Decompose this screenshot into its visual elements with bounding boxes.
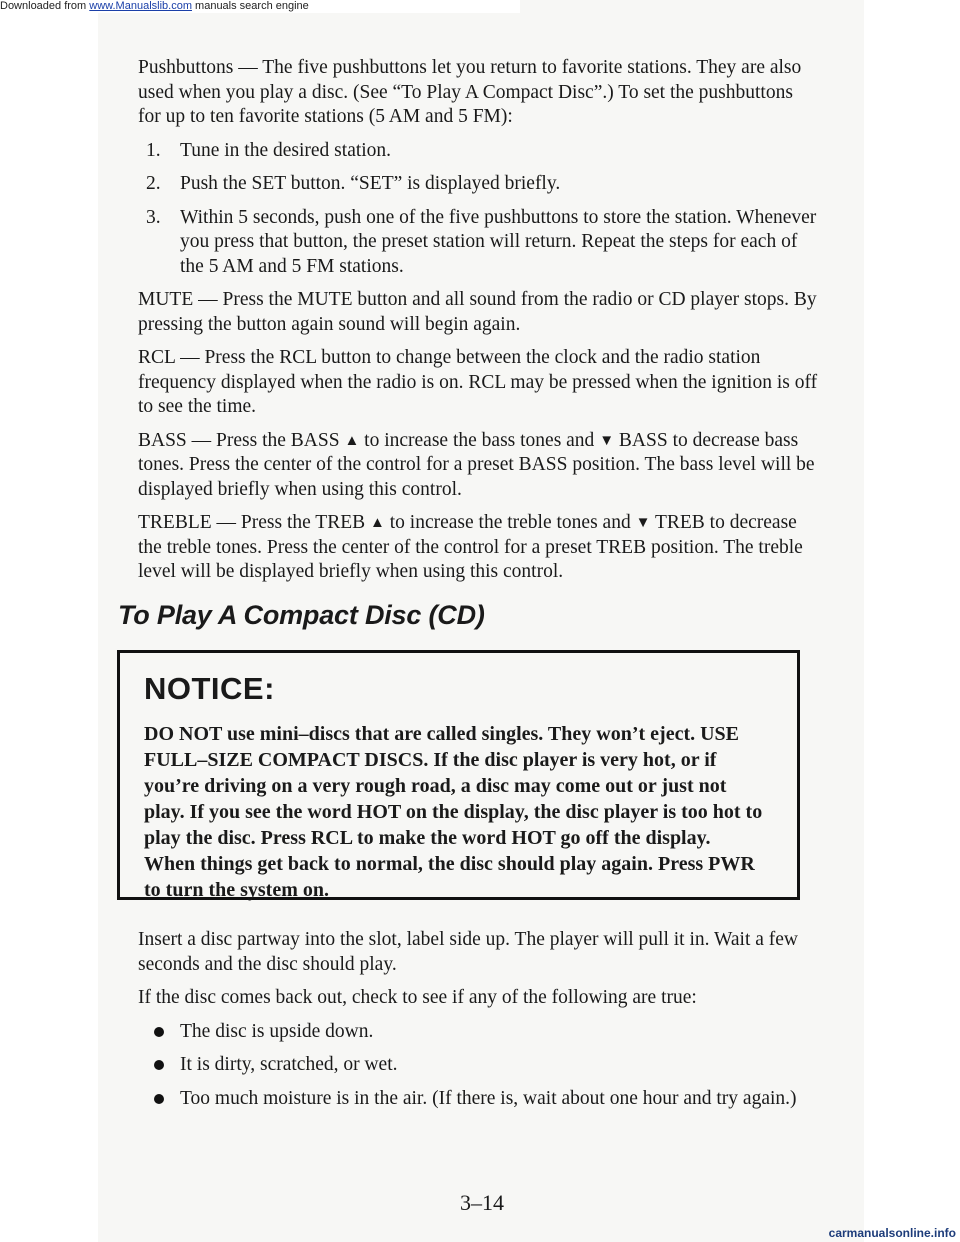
rcl-paragraph: RCL — Press the RCL button to change between the clock and the radio station frequency displayed when the radio is on. RCL may be pressed when the ignition is off to see the time. — [138, 347, 818, 417]
bass-text-a: BASS — Press the BASS — [138, 429, 345, 451]
step-number: 2. — [146, 173, 161, 194]
step-item — [138, 139, 818, 164]
section-heading: To Play A Compact Disc (CD) — [118, 599, 485, 630]
list-item-text: It is dirty, scratched, or wet. — [180, 1054, 398, 1075]
preset-steps — [138, 139, 818, 280]
bass-paragraph — [138, 429, 818, 503]
notice-body: DO NOT use mini–discs that are called singles. They won’t eject. USE FULL–SIZE COMPACT DISCS. If the disc player is very hot, or if you’re driving on a very rough road, a disc may come out or just not play. If you see the word HOT on the display, the disc player is too hot to play the disc. Press RCL to make the word HOT go off the display. When things get back to normal, the disc should play again. Press PWR to turn the system on. — [144, 723, 763, 901]
page-number: 3–14 — [460, 1190, 504, 1215]
list-item — [138, 1087, 818, 1112]
step-text: Within 5 seconds, push one of the five pushbuttons to store the station. Whenever you press that button, the preset station will return. Repeat the steps for each of the 5 AM and 5 FM stations. — [180, 206, 817, 277]
down-arrow-icon: ▼ — [635, 515, 651, 531]
up-arrow-icon: ▲ — [370, 515, 385, 531]
bullet-icon — [154, 1094, 164, 1104]
notice-box — [117, 650, 800, 900]
list-item-text: Too much moisture is in the air. (If there is, wait about one hour and try again.) — [180, 1087, 797, 1109]
treble-text-c: TREB to decrease the treble tones. Press the center of the control for a preset TREB position. The treble level will be displayed briefly when using this control. — [138, 512, 803, 582]
step-number: 3. — [146, 206, 161, 228]
treble-text-b: to increase the treble tones and — [384, 512, 636, 533]
treble-text-a: TREBLE — Press the TREB — [138, 512, 371, 533]
pushbuttons-paragraph: Pushbuttons — The five pushbuttons let you return to favorite stations. They are also used when you play a disc. (See “To Play A Compact Disc”.) To set the pushbuttons for up to ten favorite stations (5 AM and 5 FM): — [138, 57, 802, 127]
treble-paragraph — [138, 511, 818, 585]
mute-paragraph: MUTE — Press the MUTE button and all sound from the radio or CD player stops. By pressing the button again sound will begin again. — [138, 289, 817, 335]
list-item-text: The disc is upside down. — [180, 1020, 374, 1042]
notice-title: NOTICE: — [144, 671, 275, 706]
banner-prefix: Downloaded from — [0, 0, 90, 12]
main-text — [118, 56, 818, 630]
down-arrow-icon: ▼ — [599, 432, 615, 449]
up-arrow-icon: ▲ — [344, 432, 360, 449]
check-paragraph: If the disc comes back out, check to see if any of the following are true: — [138, 987, 697, 1008]
watermark-text: carmanualsonline.info — [828, 1226, 956, 1240]
step-number: 1. — [146, 139, 161, 161]
bass-text-b: to increase the bass tones and — [359, 429, 600, 451]
condition-list — [138, 1020, 818, 1112]
bass-text-c: BASS to decrease bass tones. Press the center of the control for a preset BASS position. The bass level will be displayed briefly when using this control. — [138, 429, 815, 500]
list-item — [138, 1020, 818, 1045]
step-text: Push the SET button. “SET” is displayed briefly. — [180, 173, 561, 194]
bullet-icon — [154, 1027, 164, 1037]
banner-suffix: manuals search engine — [191, 0, 309, 12]
bullet-icon — [154, 1060, 164, 1070]
step-item — [138, 206, 818, 280]
step-item — [138, 172, 818, 197]
list-item — [138, 1053, 818, 1078]
after-notice-text — [138, 928, 818, 1120]
step-text: Tune in the desired station. — [180, 139, 392, 161]
manualslib-link[interactable]: www.Manualslib.com — [89, 0, 192, 12]
insert-paragraph: Insert a disc partway into the slot, label side up. The player will pull it in. Wait a few seconds and the disc should play. — [138, 929, 799, 975]
download-banner — [0, 0, 520, 13]
